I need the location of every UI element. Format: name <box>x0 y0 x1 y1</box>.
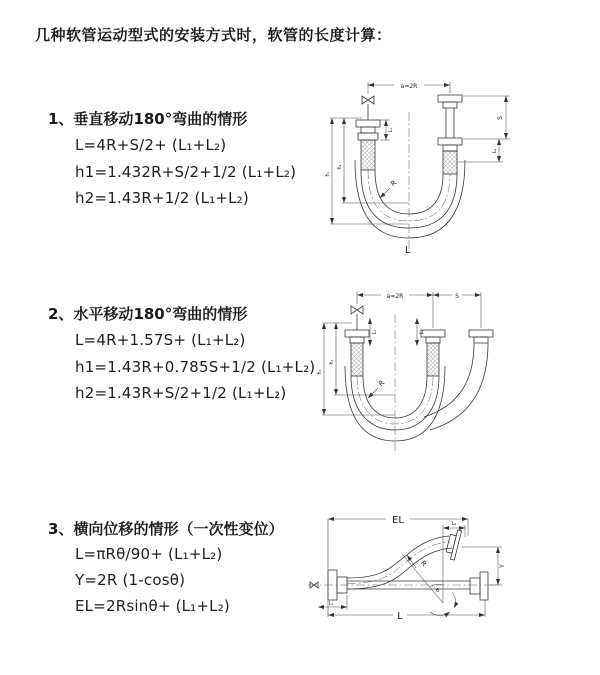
section-2-formula-h1: h1=1.43R+0.785S+1/2 (L₁+L₂) <box>75 358 316 376</box>
dim-label-l2: L₂ <box>493 148 498 154</box>
valve-icon <box>362 96 374 104</box>
dim-label-l2: L₂ <box>420 329 425 335</box>
dim-label-h2: h₂ <box>338 164 343 170</box>
section-1-heading: 1、垂直移动180°弯曲的情形 <box>48 110 248 128</box>
braided-hose-section <box>361 140 375 170</box>
u-hose-curves <box>345 343 488 441</box>
left-pipe-fitting <box>356 120 380 170</box>
left-pipe-fitting <box>345 330 369 376</box>
section-1-formula-l: L=4R+S/2+ (L₁+L₂) <box>75 136 227 154</box>
section-3-formula-y: Y=2R (1-cosθ) <box>75 571 186 589</box>
middle-pipe-fitting <box>421 330 445 376</box>
dim-label-s: S <box>455 293 459 300</box>
section-1-formula-h2: h2=1.43R+1/2 (L₁+L₂) <box>75 189 249 207</box>
section-2-formula-h2: h2=1.43R+S/2+1/2 (L₁+L₂) <box>75 384 287 402</box>
valve-icon <box>351 306 363 314</box>
section-2-formula-l: L=4R+1.57S+ (L₁+L₂) <box>75 331 246 349</box>
dim-label-span: a=2R <box>400 83 418 90</box>
radius-label: R <box>418 559 429 569</box>
section-3-formula-el: EL=2Rsinθ+ (L₁+L₂) <box>75 597 230 615</box>
dim-label-span: a=2R <box>386 293 404 300</box>
dim-label-l1: L₁ <box>373 329 378 335</box>
diagram-vertical-180-bend <box>310 72 594 264</box>
diagram-horizontal-180-bend <box>312 284 600 470</box>
dim-label-h2: h₂ <box>330 359 335 365</box>
dim-label-el: EL <box>392 515 404 526</box>
dim-label-l1: L₁ <box>389 127 394 133</box>
right-pipe-fitting <box>469 330 493 343</box>
dim-label-l: L <box>397 611 403 622</box>
diagram-lateral-displacement <box>300 492 600 632</box>
radius-label: R <box>377 378 387 389</box>
dim-label-s: S <box>497 116 504 120</box>
section-1-formula-h1: h1=1.432R+S/2+1/2 (L₁+L₂) <box>75 163 297 181</box>
dim-label-h1: h₁ <box>326 171 331 177</box>
section-2-heading: 2、水平移动180°弯曲的情形 <box>48 305 248 323</box>
dim-label-l1: L₁ <box>328 602 334 607</box>
upper-flange <box>445 529 462 561</box>
theta-label: θ <box>436 589 439 594</box>
length-label: L <box>405 245 411 256</box>
section-3-formula-l: L=πRθ/90+ (L₁+L₂) <box>75 545 223 563</box>
braided-hose-section <box>443 151 457 174</box>
dim-label-y: Y <box>499 564 506 568</box>
dim-label-l2: L₂ <box>451 522 457 527</box>
page-title: 几种软管运动型式的安装方式时，软管的长度计算： <box>35 26 392 44</box>
radius-label: R <box>389 178 399 189</box>
dim-label-h1: h₁ <box>318 369 323 375</box>
section-3-heading: 3、横向位移的情形（一次性变位） <box>48 520 284 538</box>
